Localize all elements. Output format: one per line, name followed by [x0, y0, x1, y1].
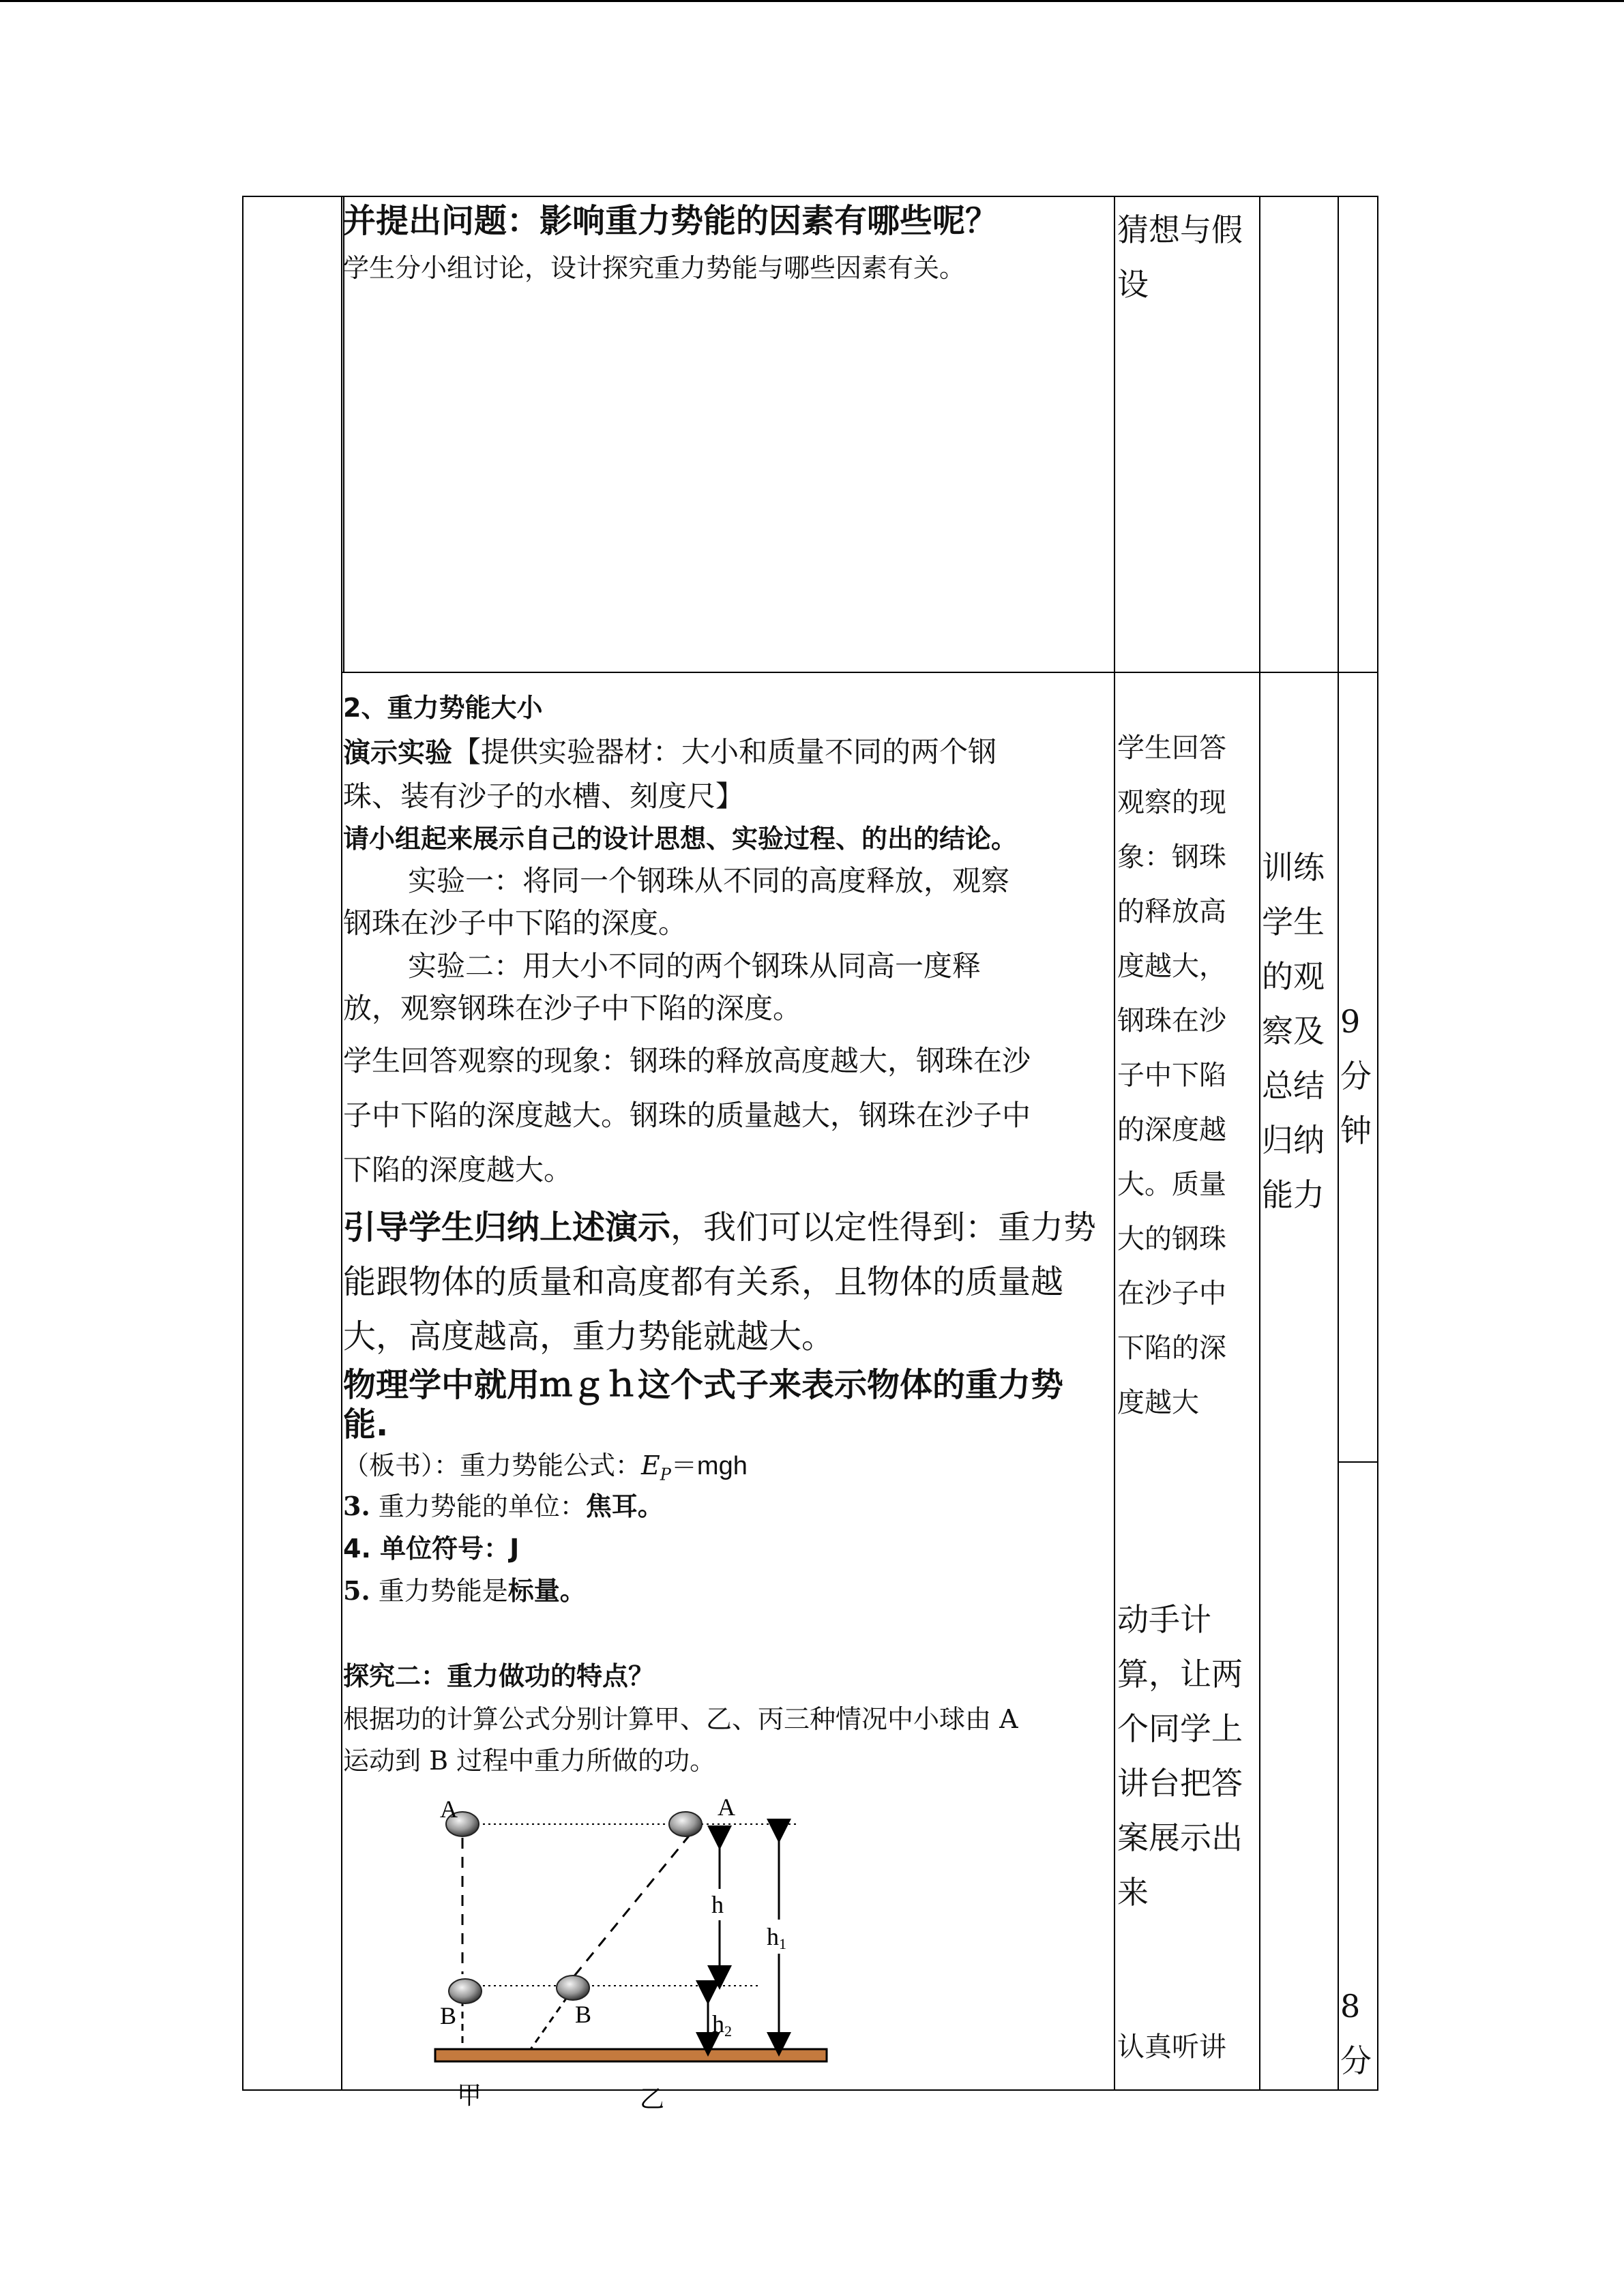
physics-def-line1: 物理学中就用ｍｇｈ这个式子来表示物体的重力势: [343, 1366, 1064, 1404]
group-show-text: 请小组起来展示自己的设计思想、实验过程、的出的结论。: [343, 824, 1018, 854]
ball-b-jia: [449, 1979, 482, 2003]
demo-text: 【提供实验器材：大小和质量不同的两个钢: [452, 735, 997, 769]
formula-prefix: （板书）：重力势能公式：: [343, 1450, 642, 1480]
time1-line: 分: [1340, 1058, 1372, 1094]
ground-plate: [435, 2049, 827, 2061]
label-h2-main: h: [712, 2010, 724, 2038]
item3-bold: 焦耳。: [585, 1491, 664, 1521]
time1-line: 钟: [1340, 1112, 1372, 1149]
formula-line: [343, 1444, 748, 1485]
column-divider-3: [1259, 196, 1260, 2091]
section2-title: 2、重力势能大小: [343, 693, 543, 723]
observe-line: 大。质量: [1117, 1169, 1226, 1200]
formula-rest: ＝mgh: [670, 1452, 748, 1480]
observe-line: 度越大，: [1117, 951, 1226, 982]
train-line: 察及: [1262, 1013, 1325, 1049]
section3-title: 探究二：重力做功的特点？: [343, 1661, 655, 1691]
label-h2: [712, 2010, 732, 2040]
observe-line: 在沙子中: [1117, 1278, 1226, 1309]
experiment1-line2: 钢珠在沙子中下陷的深度。: [343, 906, 688, 940]
train-line: 能力: [1262, 1176, 1325, 1213]
observe-line: 下陷的深: [1117, 1332, 1226, 1364]
demo-label: 演示实验: [343, 737, 452, 769]
table-left-border: [242, 196, 243, 2091]
student-answer-line2: 子中下陷的深度越大。钢珠的质量越大，钢珠在沙子中: [343, 1099, 1031, 1132]
item5-bold: 标量。: [507, 1575, 586, 1606]
experiment1-line1: 实验一：将同一个钢珠从不同的高度释放，观察: [408, 864, 1010, 897]
column-divider-4: [1338, 196, 1339, 2091]
label-h2-sub: 2: [724, 2023, 732, 2040]
observe-line: 学生回答: [1117, 732, 1226, 764]
col3-observe: [1117, 721, 1226, 1430]
item3-text: 重力势能的单位：: [370, 1491, 586, 1521]
col4-train: [1262, 840, 1325, 1222]
col3-calc: [1117, 1592, 1243, 1920]
observe-line: 象：钢珠: [1117, 841, 1226, 873]
item5-scalar: [343, 1570, 586, 1607]
item5-text: 重力势能是: [370, 1576, 508, 1606]
guide-line2: 能跟物体的质量和高度都有关系，且物体的质量越: [343, 1263, 1064, 1301]
section3-desc-line1: 根据功的计算公式分别计算甲、乙、丙三种情况中小球由 A: [343, 1704, 1018, 1734]
inclined-path-lower: [531, 1997, 567, 2049]
student-answer-line3: 下陷的深度越大。: [343, 1153, 573, 1187]
col3-guess: [1117, 203, 1243, 312]
label-h1-main: h: [767, 1923, 779, 1950]
label-b-yi: B: [575, 2001, 592, 2028]
section1-question: 并提出问题：影响重力势能的因素有哪些呢？: [343, 202, 999, 240]
demo-experiment-line2: 珠、装有沙子的水槽、刻度尺】: [343, 779, 745, 813]
item4-symbol: 4. 单位符号：J: [343, 1534, 520, 1564]
label-a-yi: A: [718, 1793, 735, 1821]
observe-line: 大的钢珠: [1117, 1223, 1226, 1255]
demo-experiment-line1: [343, 730, 996, 771]
inclined-path: [573, 1834, 690, 1978]
observe-line: 度越大: [1117, 1387, 1199, 1418]
guide-bold: 引导学生归纳上述演示: [343, 1208, 671, 1247]
calc-line: 动手计: [1117, 1601, 1211, 1638]
label-b-jia: B: [440, 2002, 457, 2029]
section1-discussion: 学生分小组讨论，设计探究重力势能与哪些因素有关。: [343, 253, 966, 283]
calc-line: 来: [1117, 1874, 1149, 1911]
calc-line: 个同学上: [1117, 1710, 1243, 1747]
train-line: 的观: [1262, 958, 1325, 995]
observe-line: 的释放高: [1117, 896, 1226, 927]
observe-line: 子中下陷: [1117, 1060, 1226, 1091]
col3-listen: 认真听讲: [1117, 2031, 1226, 2063]
calc-line: 案展示出: [1117, 1819, 1243, 1856]
experiment2-line2: 放，观察钢珠在沙子中下陷的深度。: [343, 992, 802, 1025]
physics-def-line2: 能.: [343, 1405, 389, 1444]
column-divider-1: [341, 196, 342, 2091]
caption-jia: 甲: [457, 2082, 482, 2109]
col5-time1: [1340, 994, 1372, 1158]
observe-line: 观察的现: [1117, 787, 1226, 818]
item5-num: 5.: [343, 1575, 370, 1606]
observe-line: 的深度越: [1117, 1114, 1226, 1146]
label-h: h: [711, 1891, 724, 1918]
guess-line: 设: [1117, 266, 1149, 303]
time2-line: 分: [1340, 2042, 1372, 2079]
experiment2-line1: 实验二：用大小不同的两个钢珠从同高一度释: [408, 949, 981, 983]
train-line: 总结: [1262, 1067, 1325, 1104]
page-top-border: [0, 0, 1624, 2]
col5-time2: [1340, 1979, 1372, 2088]
ball-b-yi: [557, 1976, 589, 2000]
time2-line: 8: [1340, 1988, 1361, 2025]
label-h1-sub: 1: [779, 1935, 786, 1952]
guess-line: 猜想与假: [1117, 211, 1243, 248]
formula-ep-sub: P: [660, 1465, 671, 1485]
item3-num: 3.: [343, 1491, 370, 1521]
train-line: 学生: [1262, 904, 1325, 940]
label-a-jia: A: [440, 1795, 458, 1823]
train-line: 归纳: [1262, 1122, 1325, 1159]
calc-line: 算，让两: [1117, 1656, 1243, 1693]
row-divider: [341, 672, 1378, 673]
column-divider-2: [1114, 196, 1115, 2091]
observe-line: 钢珠在沙: [1117, 1005, 1226, 1037]
calc-line: 讲台把答: [1117, 1765, 1243, 1802]
time1-line: 9: [1340, 1003, 1361, 1040]
train-line: 训练: [1262, 849, 1325, 886]
time-cell-divider: [1338, 1461, 1378, 1463]
gravity-work-diagram: [409, 1787, 859, 2114]
guide-line3: 大，高度越高，重力势能就越大。: [343, 1317, 835, 1356]
ball-a-yi: [669, 1812, 702, 1836]
caption-yi: 乙: [640, 2085, 665, 2113]
item3-unit: [343, 1485, 664, 1523]
section3-desc-line2: 运动到 B 过程中重力所做的功。: [343, 1746, 716, 1776]
formula-ep: E: [641, 1450, 660, 1480]
guide-line1: [343, 1201, 1096, 1248]
guide-rest: ，我们可以定性得到：重力势: [670, 1208, 1097, 1247]
table-right-border: [1377, 196, 1378, 2091]
student-answer-line1: 学生回答观察的现象：钢珠的释放高度越大，钢珠在沙: [343, 1044, 1031, 1077]
